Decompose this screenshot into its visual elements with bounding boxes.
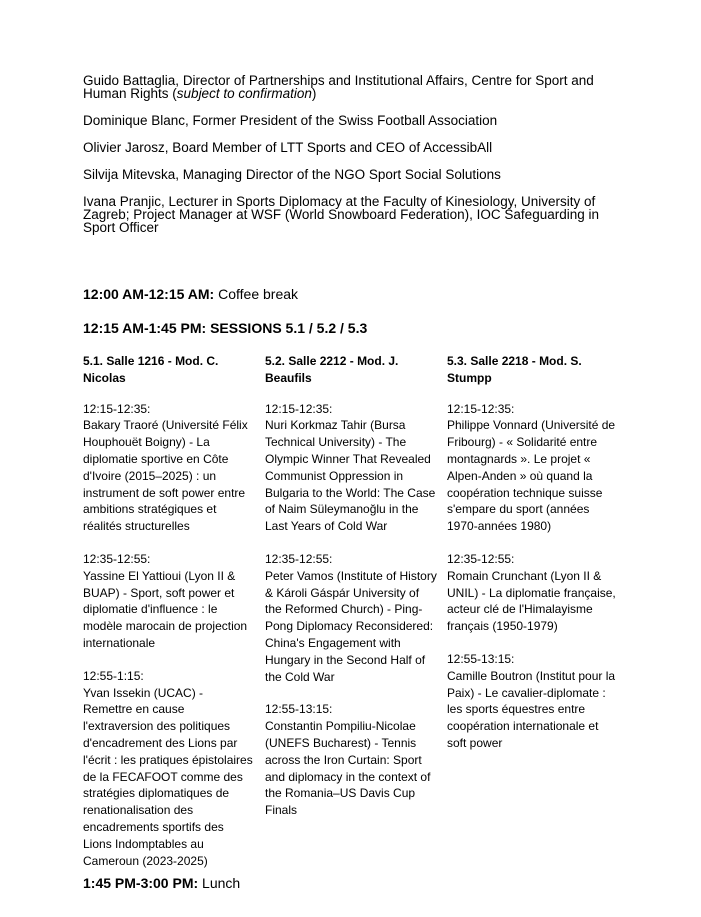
talk	[83, 551, 255, 652]
talk-time: 12:15-12:35:	[83, 401, 151, 416]
lunch-label: Lunch	[198, 875, 241, 891]
coffee-break	[83, 286, 298, 302]
talk	[265, 551, 437, 685]
speaker-1-tail: )	[311, 86, 317, 101]
talk-text: Nuri Korkmaz Tahir (Bursa Technical University) - The Olympic Winner That Revealed Communist Oppression in Bulgaria to the World: The Case of Naim Süleymanoğlu in the Last Years of Cold War	[265, 418, 436, 534]
session-column-5-3	[447, 353, 619, 768]
talk	[83, 401, 255, 535]
talk	[447, 401, 619, 535]
lunch-break	[83, 875, 240, 891]
talk	[265, 401, 437, 535]
talk-time: 12:35-12:55:	[447, 551, 515, 566]
speaker-2: Dominique Blanc, Former President of the Swiss Football Association	[83, 113, 498, 128]
talk-time: 12:15-12:35:	[265, 401, 333, 416]
talk-text: Peter Vamos (Institute of History & Károli Gáspár University of the Reformed Church) - Ping-Pong Diplomacy Reconsidered: China's Engagement with Hungary in the Second Half of the Cold War	[265, 568, 437, 684]
speaker-1-text: Guido Battaglia, Director of Partnerships and Institutional Affairs, Centre for Sport and Human Rights (	[83, 73, 594, 101]
talk-text: Romain Crunchant (Lyon II & UNIL) - La diplomatie française, acteur clé de l'Himalayisme français (1950-1979)	[447, 568, 616, 634]
talk-text: Camille Boutron (Institut pour la Paix) - Le cavalier-diplomate : les sports équestres entre coopération internationale et soft power	[447, 668, 616, 750]
talk-time: 12:35-12:55:	[265, 551, 333, 566]
session-title: 5.2. Salle 2212 - Mod. J. Beaufils	[265, 354, 399, 385]
talk-time: 12:35-12:55:	[83, 551, 151, 566]
talk-text: Constantin Pompiliu-Nicolae (UNEFS Bucharest) - Tennis across the Iron Curtain: Sport and diplomacy in the context of the Romania–US Davis Cup Finals	[265, 719, 431, 818]
coffee-time: 12:00 AM-12:15 AM:	[83, 286, 215, 302]
talk	[447, 551, 619, 635]
sessions-heading	[83, 320, 367, 336]
speaker-3: Olivier Jarosz, Board Member of LTT Sports and CEO of AccessibAll	[83, 140, 493, 155]
speaker-list	[83, 74, 623, 248]
session-title: 5.1. Salle 1216 - Mod. C. Nicolas	[83, 354, 219, 385]
sessions-heading-text: 12:15 AM-1:45 PM: SESSIONS 5.1 / 5.2 / 5.3	[83, 320, 368, 336]
session-column-5-2	[265, 353, 437, 835]
talk-time: 12:55-1:15:	[83, 668, 144, 683]
talk-text: Philippe Vonnard (Université de Fribourg) - « Solidarité entre montagnards ». Le projet « Alpen-Anden » où quand la coopération technique suisse s'empare du sport (années 1970-années 1980)	[447, 418, 616, 534]
talk-text: Yvan Issekin (UCAC) - Remettre en cause l'extraversion des politiques d'encadrement des Lions par l'écrit : les pratiques épistolaires de la FECAFOOT comme des stratégies diplomatiques de renationalisation des encadrements sportifs des Lions Indomptables au Cameroun (2023-2025)	[83, 685, 253, 868]
speaker-1-note: subject to confirmation	[176, 86, 312, 101]
coffee-label: Coffee break	[214, 286, 299, 302]
talk-time: 12:55-13:15:	[447, 651, 515, 666]
talk	[447, 651, 619, 752]
speaker-5: Ivana Pranjic, Lecturer in Sports Diplomacy at the Faculty of Kinesiology, University of Zagreb; Project Manager at WSF (World Snowboard Federation), IOC Safeguarding in Sport Officer	[83, 194, 599, 235]
speaker-4: Silvija Mitevska, Managing Director of the NGO Sport Social Solutions	[83, 167, 501, 182]
speaker-1	[83, 74, 623, 100]
talk-text: Yassine El Yattioui (Lyon II & BUAP) - Sport, soft power et diplomatie d'influence : le modèle marocain de projection internationale	[83, 568, 248, 650]
talk-time: 12:15-12:35:	[447, 401, 515, 416]
talk	[83, 668, 255, 870]
talk	[265, 701, 437, 819]
lunch-time: 1:45 PM-3:00 PM:	[83, 875, 199, 891]
session-title: 5.3. Salle 2218 - Mod. S. Stumpp	[447, 354, 582, 385]
talk-text: Bakary Traoré (Université Félix Houphouët Boigny) - La diplomatie sportive en Côte d'Ivoire (2015–2025) : un instrument de soft power entre ambitions stratégiques et réalités structurelles	[83, 418, 248, 534]
talk-time: 12:55-13:15:	[265, 702, 333, 717]
session-column-5-1	[83, 353, 255, 885]
